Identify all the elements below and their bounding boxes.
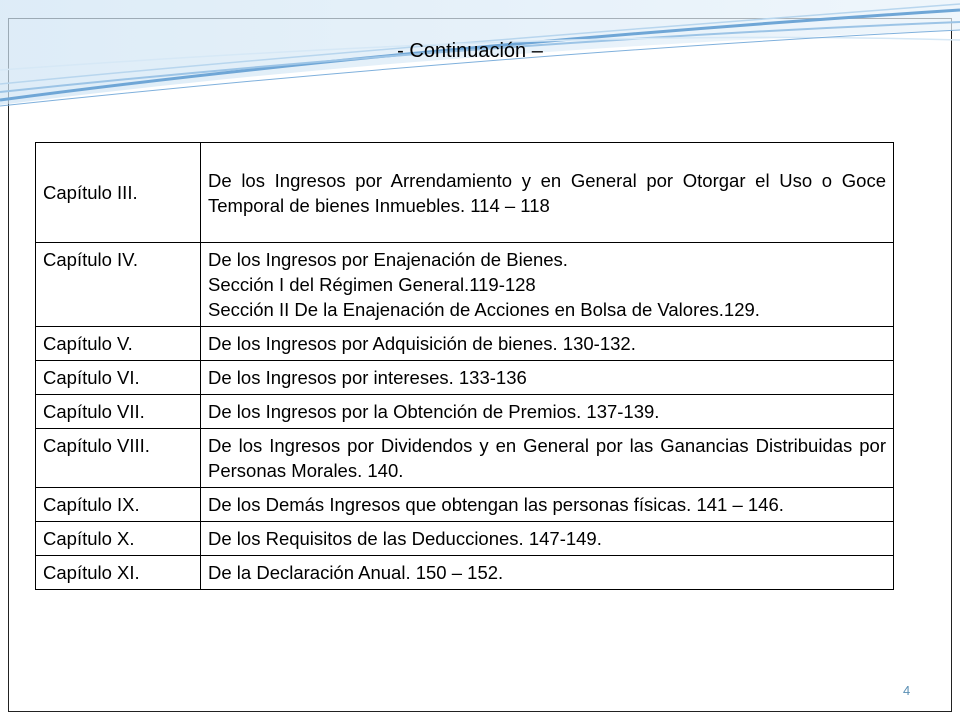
description-line: De los Requisitos de las Deducciones. 147-149.: [208, 528, 602, 549]
table-row: [36, 522, 894, 556]
description-line: De los Ingresos por la Obtención de Premios. 137-139.: [208, 401, 660, 422]
chapter-cell: Capítulo X.: [36, 522, 201, 556]
description-cell: [201, 488, 894, 522]
table-row: [36, 429, 894, 488]
description-cell: [201, 429, 894, 488]
description-line: De los Ingresos por Arrendamiento y en General por Otorgar el Uso o Goce Temporal de bienes Inmuebles. 114 – 118: [208, 169, 886, 216]
description-line: De los Ingresos por Dividendos y en General por las Ganancias Distribuidas por Personas Morales. 140.: [208, 435, 886, 481]
chapter-cell: Capítulo VI.: [36, 361, 201, 395]
description-cell: [201, 143, 894, 243]
chapter-cell: Capítulo IX.: [36, 488, 201, 522]
page-number: 4: [903, 683, 911, 698]
chapter-cell: Capítulo VII.: [36, 395, 201, 429]
description-line: De los Ingresos por Enajenación de Bienes.: [208, 249, 568, 270]
table-row: [36, 395, 894, 429]
description-line: Sección I del Régimen General.119-128: [208, 274, 536, 295]
description-line: De la Declaración Anual. 150 – 152.: [208, 562, 504, 583]
table-row: [36, 556, 894, 590]
description-line: De los Demás Ingresos que obtengan las personas físicas. 141 – 146.: [208, 494, 784, 515]
description-cell: [201, 556, 894, 590]
description-line: De los Ingresos por intereses. 133-136: [208, 367, 527, 388]
table-row: [36, 143, 894, 243]
table-row: [36, 243, 894, 327]
description-line: Sección II De la Enajenación de Acciones en Bolsa de Valores.129.: [208, 299, 760, 320]
table-row: [36, 488, 894, 522]
chapter-cell: Capítulo V.: [36, 327, 201, 361]
chapter-cell: Capítulo III.: [36, 143, 201, 243]
chapter-cell: Capítulo XI.: [36, 556, 201, 590]
description-line: De los Ingresos por Adquisición de bienes. 130-132.: [208, 333, 636, 354]
description-cell: [201, 361, 894, 395]
slide-title: - Continuación –: [397, 40, 543, 62]
chapter-cell: Capítulo VIII.: [36, 429, 201, 488]
description-cell: [201, 395, 894, 429]
chapter-table: [35, 142, 894, 590]
description-cell: [201, 243, 894, 327]
description-cell: [201, 522, 894, 556]
table-row: [36, 327, 894, 361]
table-row: [36, 361, 894, 395]
description-cell: [201, 327, 894, 361]
chapter-cell: Capítulo IV.: [36, 243, 201, 327]
